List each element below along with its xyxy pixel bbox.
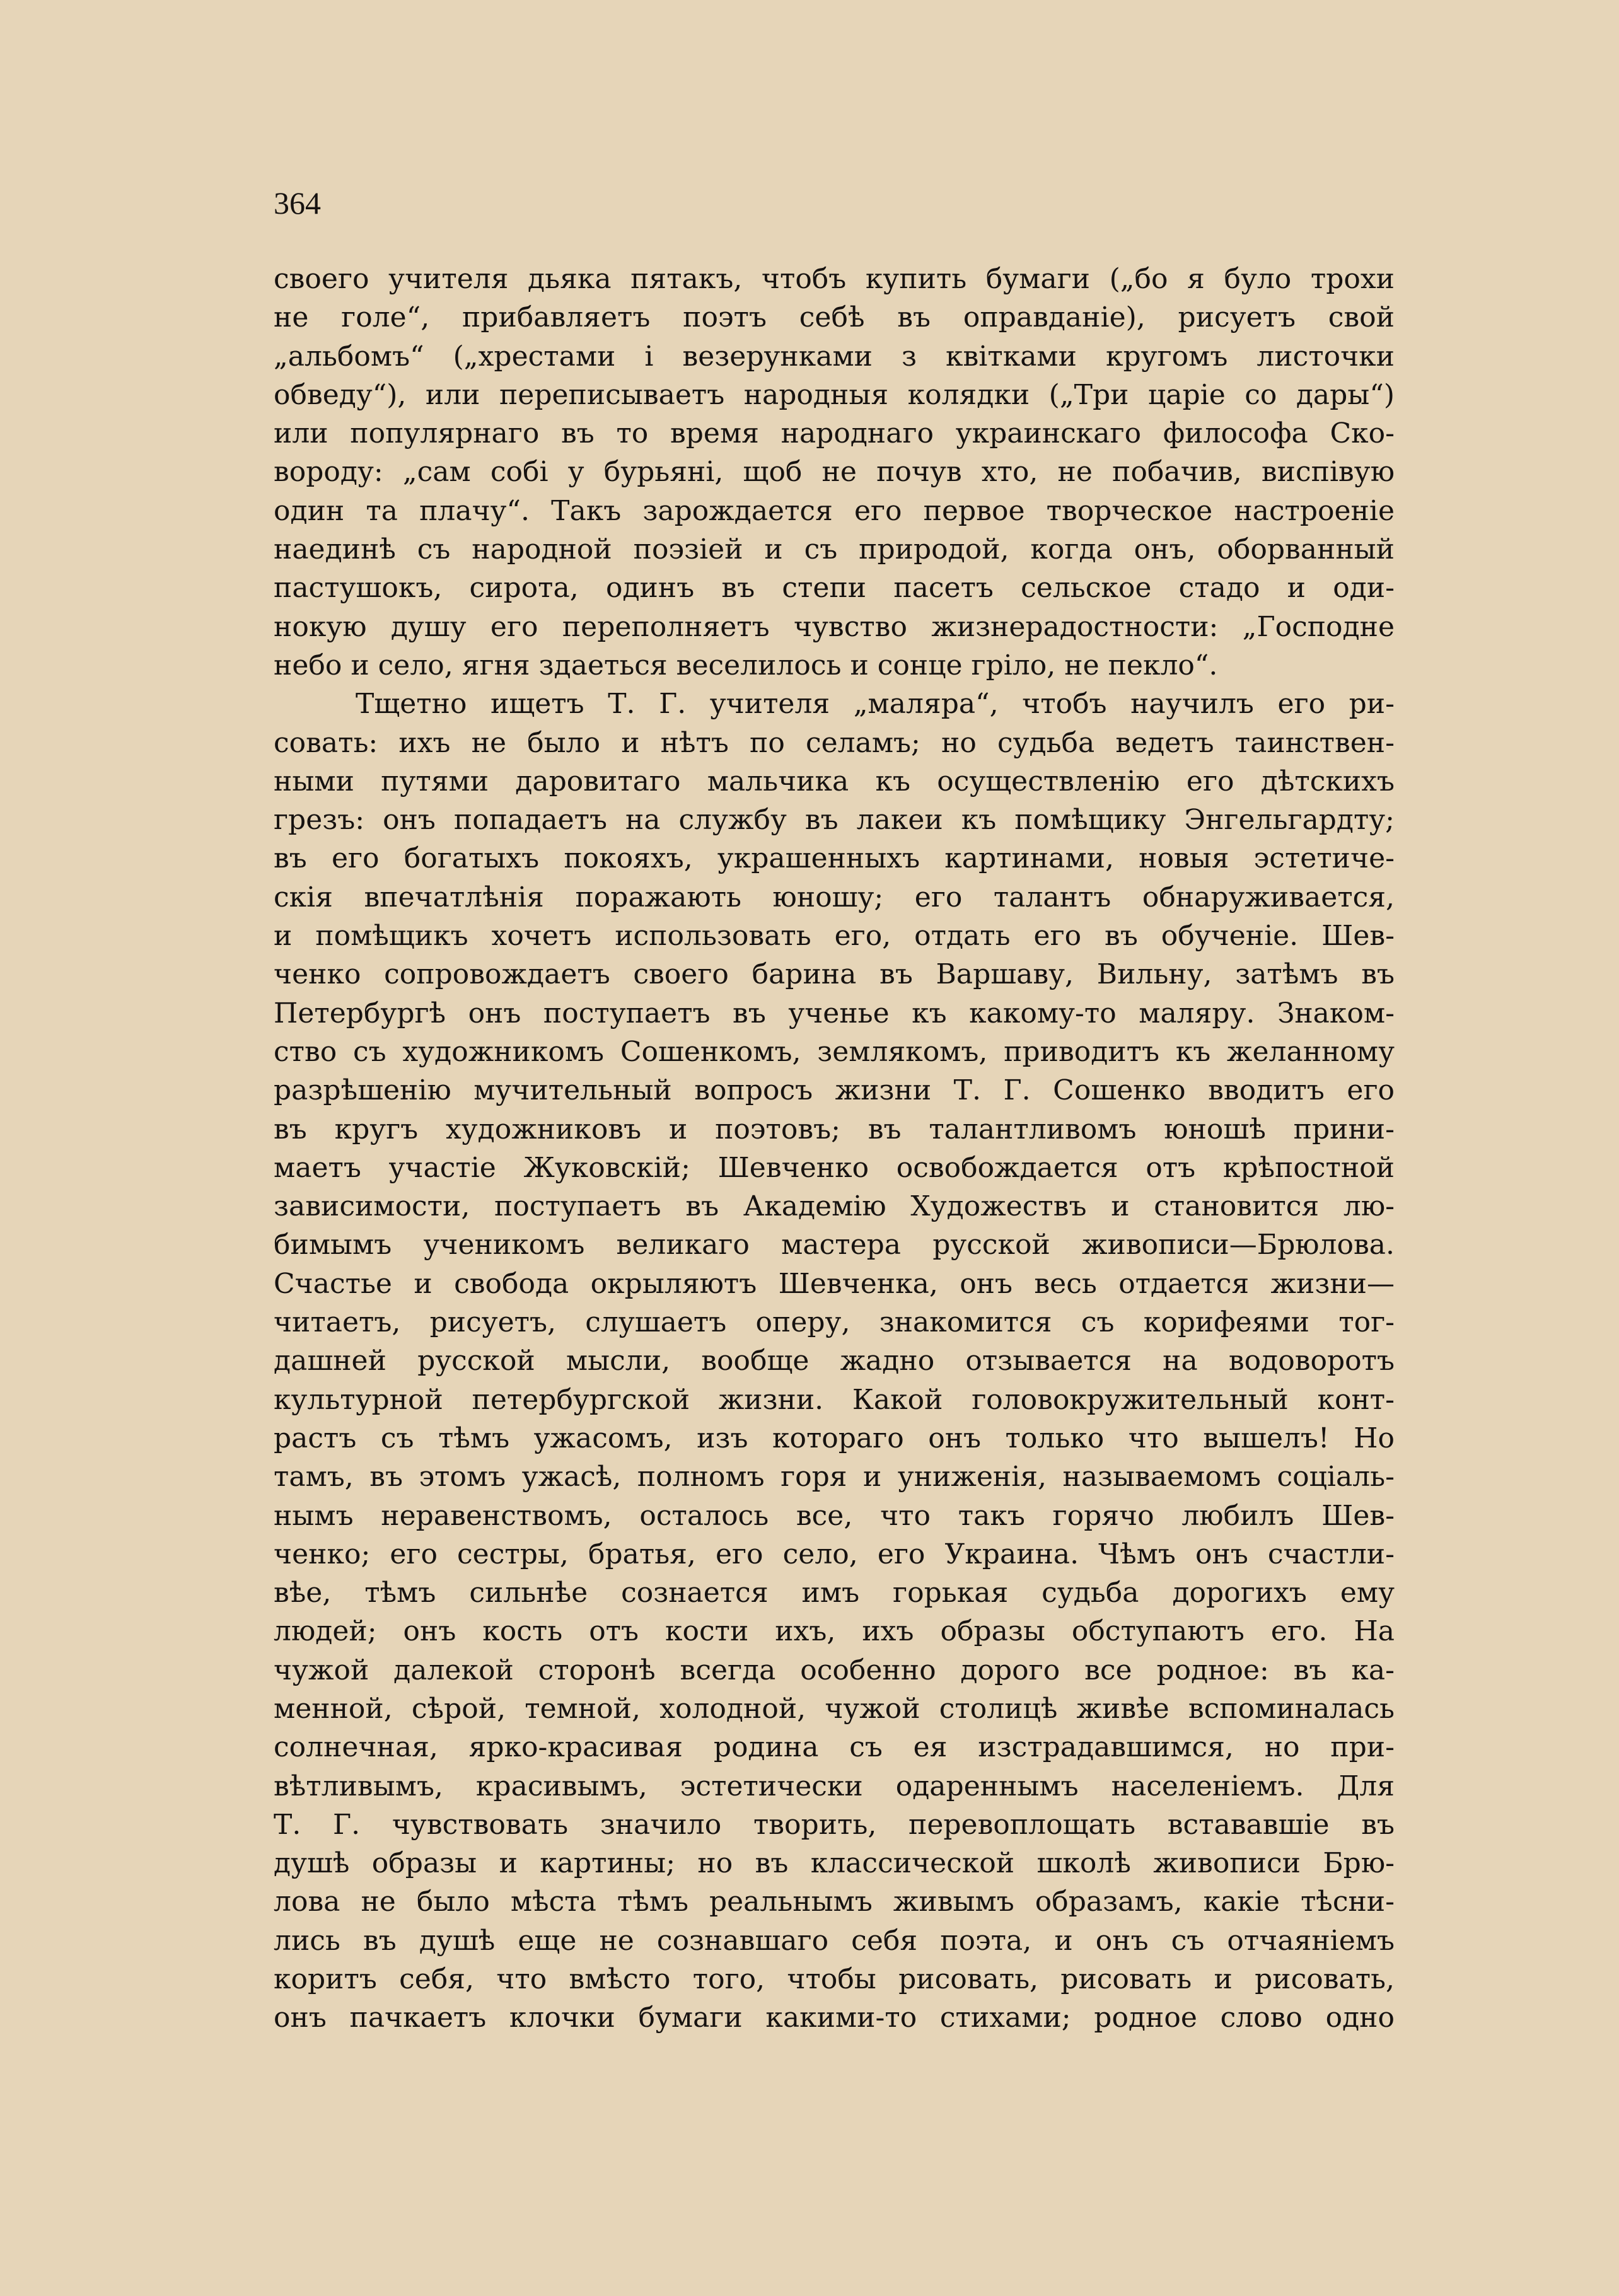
- text-line: лова не было мѣста тѣмъ реальнымъ живымъ образамъ, какіе тѣсни-: [274, 1886, 1395, 1918]
- text-line: совать: ихъ не было и нѣтъ по селамъ; но судьба ведетъ таинствен-: [274, 726, 1395, 759]
- text-line: чужой далекой сторонѣ всегда особенно дорого все родное: въ ка-: [274, 1654, 1395, 1686]
- text-line: онъ пачкаетъ клочки бумаги какими-то стихами; родное слово одно: [274, 2002, 1395, 2034]
- text-line: скія впечатлѣнія поражають юношу; его талантъ обнаруживается,: [274, 881, 1395, 913]
- text-line: обведу“), или переписываетъ народныя колядки („Три царіе со дары“): [274, 378, 1395, 411]
- text-line: один та плачу“. Такъ зарождается его первое творческое настроеніе: [274, 494, 1395, 527]
- text-line: своего учителя дьяка пятакъ, чтобъ купить бумаги („бо я було трохи: [274, 263, 1395, 295]
- text-line: грезъ: онъ попадаетъ на службу въ лакеи къ помѣщику Энгельгардту;: [274, 804, 1395, 837]
- text-line: маетъ участіе Жуковскій; Шевченко освобождается отъ крѣпостной: [274, 1151, 1395, 1184]
- text-line: въ его богатыхъ покояхъ, украшенныхъ картинами, новыя эстетиче-: [274, 842, 1395, 875]
- text-line: въ кругъ художниковъ и поэтовъ; въ талантливомъ юношѣ прини-: [274, 1113, 1395, 1145]
- text-line: ченко сопровождаетъ своего барина въ Варшаву, Вильну, затѣмъ въ: [274, 958, 1395, 991]
- text-line: пастушокъ, сирота, одинъ въ степи пасетъ сельское стадо и оди-: [274, 572, 1395, 605]
- text-line: дашней русской мысли, вообще жадно отзывается на водоворотъ: [274, 1345, 1395, 1377]
- text-line: вороду: „сам собі у бурьяні, щоб не почув хто, не побачив, виспівую: [274, 456, 1395, 489]
- text-line: наединѣ съ народной поэзіей и съ природой, когда онъ, оборванный: [274, 533, 1395, 566]
- text-line: культурной петербургской жизни. Какой головокружительный конт-: [274, 1383, 1395, 1416]
- text-line: ченко; его сестры, братья, его село, его Украина. Чѣмъ онъ счастли-: [274, 1538, 1395, 1570]
- text-line: людей; онъ кость отъ кости ихъ, ихъ образы обступаютъ его. На: [274, 1615, 1395, 1648]
- text-line: ство съ художникомъ Сошенкомъ, землякомъ, приводитъ къ желанному: [274, 1035, 1395, 1068]
- text-line: коритъ себя, что вмѣсто того, чтобы рисовать, рисовать и рисовать,: [274, 1963, 1395, 1996]
- text-line: лись въ душѣ еще не сознавшаго себя поэта, и онъ съ отчаяніемъ: [274, 1924, 1395, 1957]
- text-line: вѣтливымъ, красивымъ, эстетически одареннымъ населеніемъ. Для: [274, 1770, 1395, 1802]
- text-line: и помѣщикъ хочетъ использовать его, отдать его въ обученіе. Шев-: [274, 920, 1395, 953]
- text-line: небо и село, ягня здаеться веселилось и сонце гріло, не пекло“.: [274, 649, 1218, 681]
- text-line: солнечная, ярко-красивая родина съ ея изстрадавшимся, но при-: [274, 1731, 1395, 1764]
- page-number: 364: [274, 185, 321, 221]
- text-line: Петербургѣ онъ поступаетъ въ ученье къ какому-то маляру. Знаком-: [274, 997, 1395, 1029]
- text-line: менной, сѣрой, темной, холодной, чужой столицѣ живѣе вспоминалась: [274, 1692, 1395, 1725]
- text-line: нокую душу его переполняетъ чувство жизнерадостности: „Господне: [274, 610, 1395, 643]
- text-line: Счастье и свобода окрыляютъ Шевченка, онъ весь отдается жизни—: [274, 1267, 1395, 1300]
- text-line: зависимости, поступаетъ въ Академію Художествъ и становится лю-: [274, 1190, 1395, 1223]
- text-line: „альбомъ“ („хрестами і везерунками з квітками кругомъ листочки: [274, 340, 1395, 373]
- text-line: Тщетно ищетъ Т. Г. учителя „маляра“, чтобъ научилъ его ри-: [356, 688, 1395, 721]
- text-line: или популярнаго въ то время народнаго украинскаго философа Ско-: [274, 417, 1395, 450]
- text-line: бимымъ ученикомъ великаго мастера русской живописи—Брюлова.: [274, 1229, 1395, 1261]
- text-line: разрѣшенію мучительный вопросъ жизни Т. Г. Сошенко вводитъ его: [274, 1074, 1395, 1107]
- text-line: вѣе, тѣмъ сильнѣе сознается имъ горькая судьба дорогихъ ему: [274, 1577, 1395, 1609]
- text-line: читаетъ, рисуетъ, слушаетъ оперу, знакомится съ корифеями тог-: [274, 1306, 1395, 1339]
- text-line: душѣ образы и картины; но въ классической школѣ живописи Брю-: [274, 1847, 1395, 1880]
- text-line: тамъ, въ этомъ ужасѣ, полномъ горя и униженія, называемомъ соціаль-: [274, 1461, 1395, 1493]
- text-line: не голе“, прибавляетъ поэтъ себѣ въ оправданіе), рисуетъ свой: [274, 301, 1395, 334]
- text-line: нымъ неравенствомъ, осталось все, что такъ горячо любилъ Шев-: [274, 1499, 1395, 1532]
- text-line: растъ съ тѣмъ ужасомъ, изъ котораго онъ только что вышелъ! Но: [274, 1422, 1395, 1454]
- text-line: Т. Г. чувствовать значило творить, перевоплощать встававшіе въ: [274, 1808, 1395, 1841]
- body-text: [274, 260, 1395, 2038]
- text-line: ными путями даровитаго мальчика къ осуществленію его дѣтскихъ: [274, 765, 1395, 797]
